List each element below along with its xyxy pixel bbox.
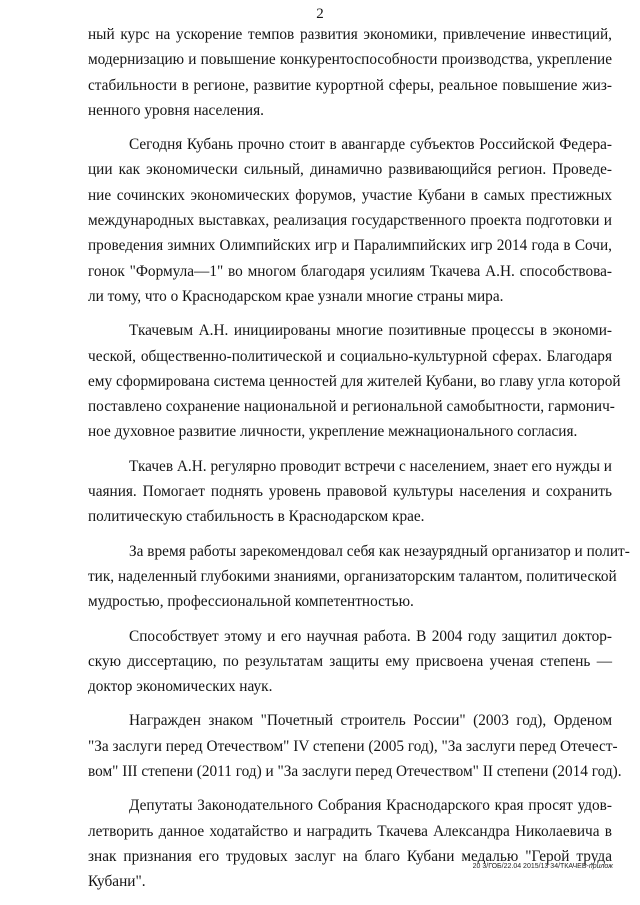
text-line: знак признания его трудовых заслуг на благо Кубани медалью "Герой труда — [88, 847, 612, 865]
text-line: Способствует этому и его научная работа. В 2004 году защитил доктор- — [129, 627, 612, 645]
paragraph-6 — [88, 624, 612, 700]
text-line: мудростью, профессиональной компетентностью. — [88, 593, 414, 611]
paragraph-3 — [88, 318, 621, 444]
paragraph-4 — [88, 454, 612, 530]
document-footer-code — [473, 862, 613, 871]
text-line: скую диссертацию, по результатам защиты ему присвоена ученая степень — — [88, 652, 612, 670]
text-line: летворить данное ходатайство и наградить Ткачева Александра Николаевича в — [88, 822, 612, 840]
text-line: За время работы зарекомендовал себя как незаурядный организатор и полит- — [129, 542, 630, 560]
text-line: Ткачев А.Н. регулярно проводит встречи с населением, знает его нужды и — [129, 457, 612, 475]
text-line: вом" III степени (2011 год) и "За заслуги перед Отечеством" II степени (2014 год). — [88, 763, 622, 781]
text-line: международных выставках, реализация государственного проекта подготовки и — [88, 212, 612, 230]
text-line: модернизацию и повышение конкурентоспособности производства, укрепление — [88, 51, 612, 69]
text-line: ции как экономически сильный, динамично развивающийся регион. Проведе- — [88, 161, 612, 179]
text-line: "За заслуги перед Отечеством" IV степени (2005 год), "За заслуги перед Отечест- — [88, 737, 618, 755]
text-line: поставлено сохранение национальной и региональной самобытности, гармонич- — [88, 398, 615, 416]
text-line: чаяния. Помогает поднять уровень правовой культуры населения и сохранить — [88, 483, 612, 501]
text-line: Ткачевым А.Н. инициированы многие позитивные процессы в экономи- — [129, 322, 612, 340]
text-line: доктор экономических наук. — [88, 678, 273, 696]
text-line: ное духовное развитие личности, укрепление межнационального согласия. — [88, 423, 578, 441]
text-line: стабильности в регионе, развитие курортной сферы, реальное повышение жиз- — [88, 76, 612, 94]
document-body — [88, 22, 630, 895]
text-line: политическую стабильность в Краснодарском крае. — [88, 508, 425, 526]
text-line: тик, наделенный глубокими знаниями, организаторским талантом, политической — [88, 567, 617, 585]
text-line: Депутаты Законодательного Собрания Краснодарского края просят удов- — [129, 797, 612, 815]
text-line: проведения зимних Олимпийских игр и Паралимпийских игр 2014 года в Сочи, — [88, 237, 612, 255]
text-line: Сегодня Кубань прочно стоит в авангарде субъектов Российской Федера- — [129, 136, 612, 154]
text-line: ный курс на ускорение темпов развития экономики, привлечение инвестиций, — [88, 26, 612, 43]
text-line: Награжден знаком "Почетный строитель России" (2003 год), Орденом — [129, 712, 612, 730]
text-line: ему сформирована система ценностей для жителей Кубани, во главу угла которой — [88, 372, 621, 390]
paragraph-5 — [88, 539, 630, 615]
text-line: ние сочинских экономических форумов, участие Кубани в самых престижных — [88, 186, 612, 204]
paragraph-7 — [88, 708, 622, 784]
footer-suffix: прилож — [588, 863, 613, 870]
text-line: гонок "Формула—1" во многом благодаря усилиям Ткачева А.Н. способствова- — [88, 262, 612, 280]
paragraph-2 — [88, 132, 612, 309]
footer-code: 20 3/ГОБ/22.04 2015/13 34/ТКАЧЕВ- — [472, 863, 589, 870]
text-line: ненного уровня населения. — [88, 101, 264, 119]
paragraph-8 — [88, 793, 612, 894]
text-line: ли тому, что о Краснодарском крае узнали многие страны мира. — [88, 287, 504, 305]
text-line: ческой, общественно-политической и социально-культурной сферах. Благодаря — [88, 347, 612, 365]
paragraph-1 — [88, 22, 612, 123]
text-line: Кубани". — [88, 873, 146, 891]
page-number: 2 — [316, 6, 324, 22]
